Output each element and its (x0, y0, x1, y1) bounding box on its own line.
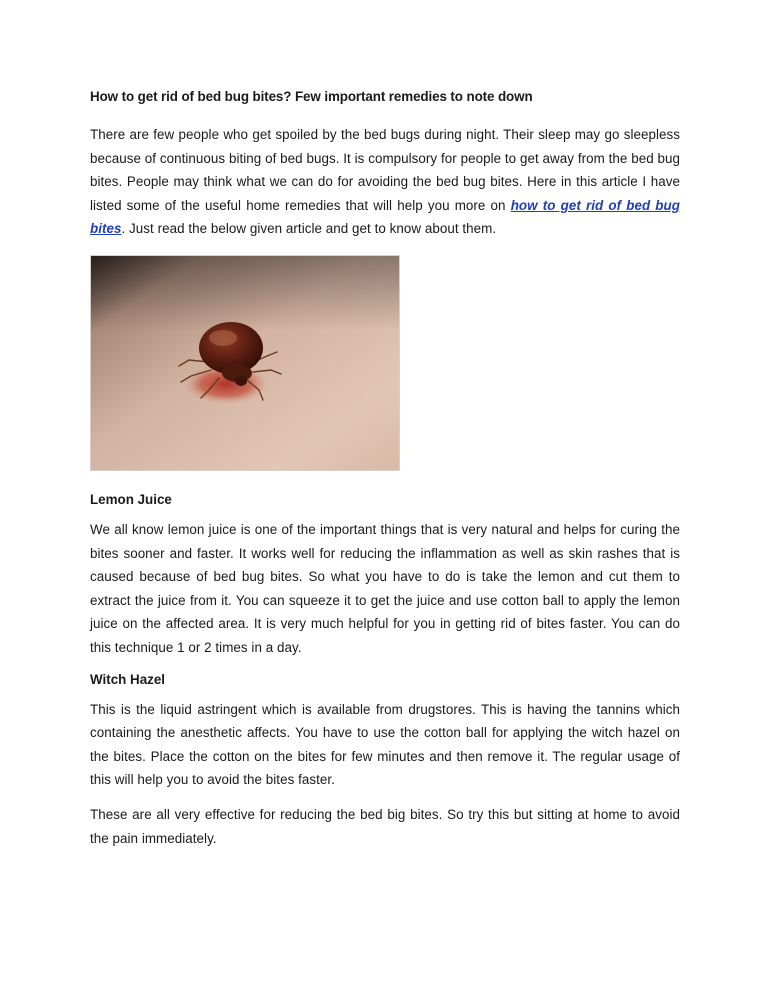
closing-paragraph: These are all very effective for reducing the bed big bites. So try this but sitting at home to avoid the pain immediately. (90, 806, 680, 846)
bed-bug-photo (90, 255, 400, 471)
section-heading-lemon-juice: Lemon Juice (90, 491, 172, 507)
section-paragraph-lemon-juice: We all know lemon juice is one of the important things that is very natural and helps for curing the bites sooner and faster. It works well for reducing the inflammation as well as skin rashes that is caused because of bed bug bites. So what you have to do is take the lemon and cut them to extract the juice from it. You can squeeze it to get the juice and use cotton ball to apply the lemon juice on the affected area. It is very much helpful for you in getting rid of bites faster. You can do this technique 1 or 2 times in a day. (90, 521, 680, 655)
section-heading-witch-hazel: Witch Hazel (90, 671, 166, 687)
document-page (90, 88, 680, 850)
article-title: How to get rid of bed bug bites? Few important remedies to note down (90, 89, 533, 104)
intro-paragraph (90, 123, 680, 241)
bed-bug-on-skin-image (91, 256, 399, 470)
section-paragraph-witch-hazel: This is the liquid astringent which is available from drugstores. This is having the tannins which containing the anesthetic affects. You have to use the cotton ball for applying the witch hazel on the bites. Place the cotton on the bites for few minutes and then remove it. The regular usage of this will help you to avoid the bites faster. (90, 701, 680, 788)
intro-text-after: . Just read the below given article and get to know about them. (121, 221, 497, 237)
intro-text-before: There are few people who get spoiled by the bed bugs during night. Their sleep may go sleepless because of continuous biting of bed bugs. It is compulsory for people to get away from the bed bug bites. People may think what we can do for avoiding the bed bug bites. Here in this article I have listed some of the useful home remedies that will help you more on (90, 127, 680, 213)
keyword-link[interactable]: how to get rid of bed bug bites (90, 197, 680, 237)
